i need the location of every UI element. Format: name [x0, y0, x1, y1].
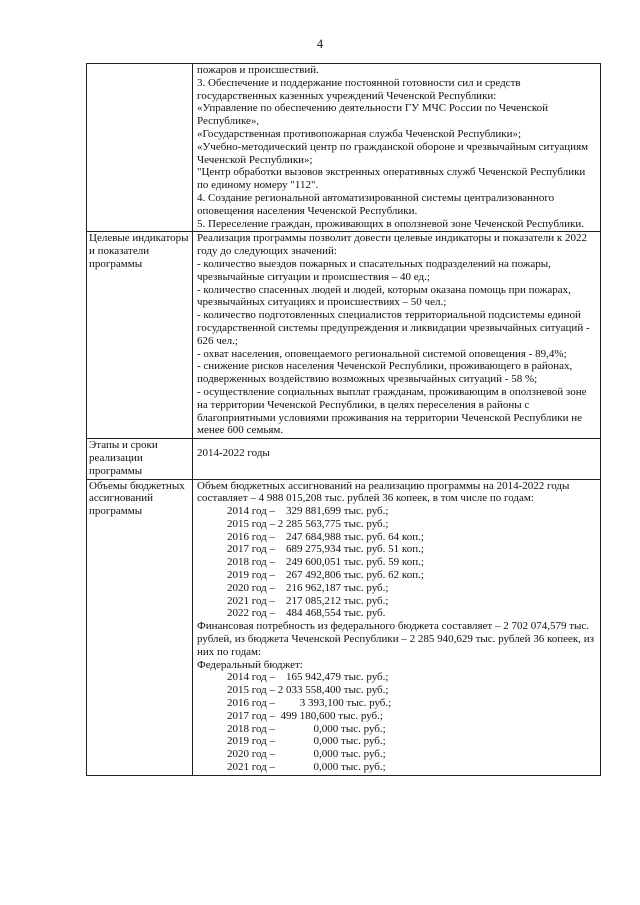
table-row — [87, 232, 601, 439]
task-text: "Центр обработки вызовов экстренных оперативных служб Чеченской Республики по единому номеру "112". — [197, 166, 589, 192]
tasks-cell — [193, 64, 601, 232]
stages-cell — [193, 439, 601, 479]
budget-cell — [193, 479, 601, 775]
program-passport-table — [86, 63, 601, 776]
federal-year-line: 2016 год – 3 393,100 тыс. руб.; — [227, 697, 392, 710]
task-text: 3. Обеспечение и поддержание постоянной готовности сил и средств государственных казенных учреждений Чеченской Республики: — [197, 76, 524, 102]
total-year-line: 2014 год – 329 881,699 тыс. руб.; — [227, 505, 389, 518]
indicator-text: - охват населения, оповещаемого региональной системой оповещения - 89,4%; — [197, 347, 567, 360]
federal-year-line: 2019 год – 0,000 тыс. руб.; — [227, 735, 386, 748]
federal-year-line: 2015 год – 2 033 558,400 тыс. руб.; — [227, 684, 389, 697]
indicators-label: Целевые индикаторы и показатели программы — [87, 232, 193, 439]
task-text: пожаров и происшествий. — [197, 64, 319, 76]
total-year-line: 2017 год – 689 275,934 тыс. руб. 51 коп.; — [227, 543, 424, 556]
total-year-line: 2018 год – 249 600,051 тыс. руб. 59 коп.; — [227, 556, 424, 569]
total-year-line: 2015 год – 2 285 563,775 тыс. руб.; — [227, 517, 389, 530]
indicator-text: - количество спасенных людей и людей, которым оказана помощь при пожарах, чрезвычайных ситуациях и происшествиях – 50 чел.; — [197, 283, 574, 309]
budget-intro: Объем бюджетных ассигнований на реализацию программы на 2014-2022 годы составляет – 4 988 015,208 тыс. рублей 36 копеек, в том числе по годам: — [197, 479, 573, 505]
federal-year-line: 2021 год – 0,000 тыс. руб.; — [227, 761, 386, 774]
indicator-text: - снижение рисков населения Чеченской Республики, проживающего в районах, подверженных воздействию возможных чрезвычайных ситуаций - 58 %; — [197, 360, 576, 386]
indicator-text: Реализация программы позволит довести целевые индикаторы и показатели к 2022 году до следующих значений: — [197, 232, 590, 258]
financing-text: Финансовая потребность из федерального бюджета составляет – 2 702 074,579 тыс. рублей, из бюджета Чеченской Республики – 2 285 940,629 тыс. рублей 36 копеек, из них по годам: — [197, 620, 597, 658]
total-year-line: 2021 год – 217 085,212 тыс. руб.; — [227, 594, 389, 607]
task-text: 4. Создание региональной автоматизированной системы централизованного оповещения населения Чеченской Республики. — [197, 191, 557, 217]
federal-budget-label: Федеральный бюджет: — [197, 658, 303, 671]
task-text: «Управление по обеспечению деятельности ГУ МЧС России по Чеченской Республике», — [197, 102, 551, 128]
stages-value: 2014-2022 годы — [197, 447, 270, 460]
stages-label: Этапы и сроки реализации программы — [87, 439, 193, 479]
total-year-line: 2019 год – 267 492,806 тыс. руб. 62 коп.; — [227, 569, 424, 582]
task-text: «Учебно-методический центр по гражданской обороне и чрезвычайным ситуациям Чеченской Республики»; — [197, 140, 591, 166]
federal-year-line: 2014 год – 165 942,479 тыс. руб.; — [227, 671, 389, 684]
total-year-line: 2016 год – 247 684,988 тыс. руб. 64 коп.; — [227, 530, 424, 543]
table-row — [87, 439, 601, 479]
task-text: 5. Переселение граждан, проживающих в оползневой зоне Чеченской Республики. — [197, 217, 585, 230]
indicator-text: - количество выездов пожарных и спасательных подразделений на пожары, чрезвычайные ситуации и происшествия – 40 ед.; — [197, 257, 554, 283]
indicator-text: - осуществление социальных выплат гражданам, проживающим в оползневой зоне на территории Чеченской Республики, в целях переселения в районы с благоприятными условиями проживания на территории Чеченской Республики не менее 600 семьям. — [197, 385, 590, 437]
federal-year-line: 2017 год – 499 180,600 тыс. руб.; — [227, 709, 383, 722]
table-row — [87, 479, 601, 775]
table-row — [87, 64, 601, 232]
indicators-cell — [193, 232, 601, 439]
indicator-text: - количество подготовленных специалистов территориальной подсистемы единой государственной системы предупреждения и ликвидации чрезвычайных ситуаций - 626 чел.; — [197, 309, 593, 347]
total-year-line: 2020 год – 216 962,187 тыс. руб.; — [227, 581, 389, 594]
federal-year-line: 2018 год – 0,000 тыс. руб.; — [227, 722, 386, 735]
page-number: 4 — [316, 37, 324, 51]
total-year-line: 2022 год – 484 468,554 тыс. руб. — [227, 607, 386, 620]
budget-label: Объемы бюджетных ассигнований программы — [87, 479, 193, 775]
federal-year-line: 2020 год – 0,000 тыс. руб.; — [227, 748, 386, 761]
task-text: «Государственная противопожарная служба Чеченской Республики»; — [197, 127, 522, 140]
row-label-empty — [87, 64, 193, 232]
